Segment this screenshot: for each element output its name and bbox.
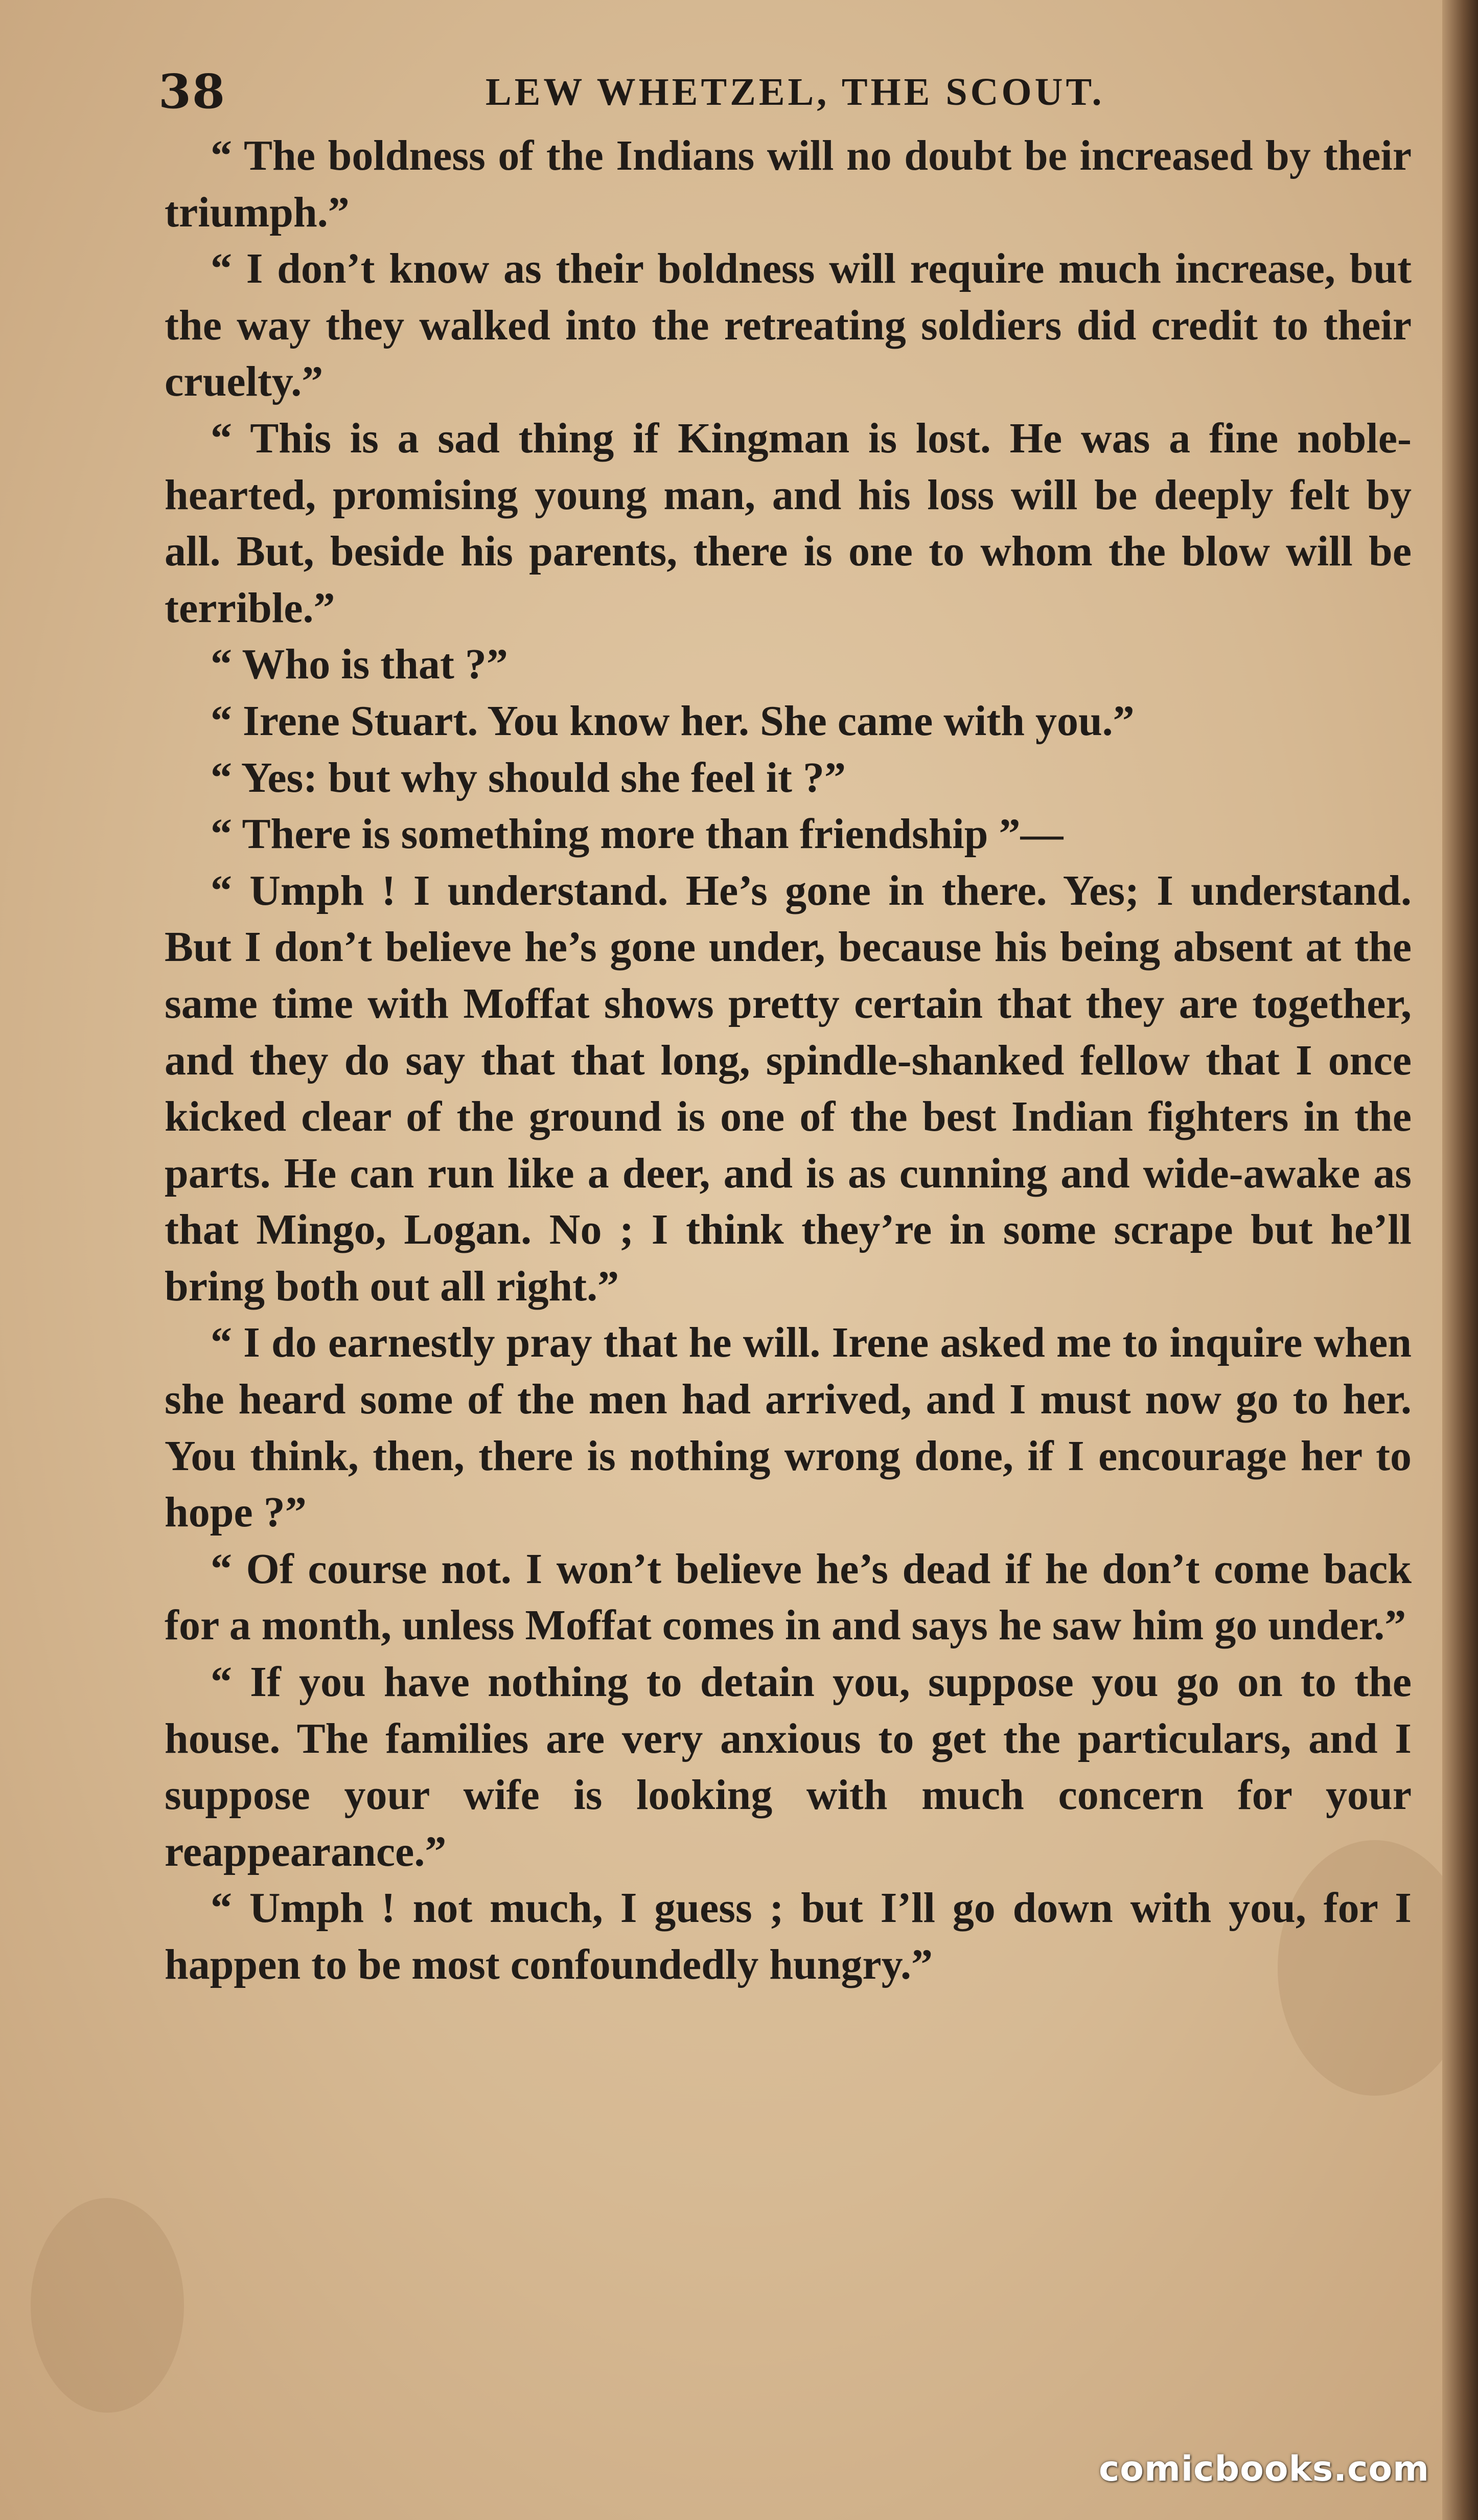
paper-stain (31, 2198, 184, 2413)
page-number: 38 (158, 64, 226, 119)
running-title: LEW WHETZEL, THE SCOUT. (486, 71, 1105, 113)
paragraph: “ Of course not. I won’t believe he’s dead if he don’t come back for a month, unless Moffat comes in and says he saw him go under.” (165, 1545, 1412, 1650)
watermark: comicbooks.com (1098, 2449, 1429, 2489)
paragraph: “ This is a sad thing if Kingman is lost. He was a fine noble-hearted, promising young man, and his loss will be deeply felt by all. But, beside his parents, there is one to whom the blow will be terrible.” (165, 414, 1412, 632)
page-header (158, 64, 1421, 130)
paragraph: “ There is something more than friendship ”— (211, 810, 1064, 858)
body-text (165, 128, 1412, 1994)
paragraph: “ If you have nothing to detain you, suppose you go on to the house. The families are very anxious to get the particulars, and I suppose your wife is looking with much concern for your reappearance.” (165, 1658, 1412, 1875)
paragraph: “ The boldness of the Indians will no doubt be increased by their triumph.” (165, 132, 1412, 236)
paragraph: “ Umph ! not much, I guess ; but I’ll go down with you, for I happen to be most confoundedly hungry.” (165, 1884, 1412, 1988)
book-spine-edge (1442, 0, 1478, 2520)
paragraph: “ I don’t know as their boldness will require much increase, but the way they walked into the retreating soldiers did credit to their cruelty.” (165, 245, 1412, 406)
paragraph: “ Yes: but why should she feel it ?” (211, 753, 846, 801)
paragraph: “ Irene Stuart. You know her. She came with you.” (211, 697, 1135, 745)
paragraph: “ Who is that ?” (211, 640, 508, 689)
paragraph: “ I do earnestly pray that he will. Irene asked me to inquire when she heard some of the men had arrived, and I must now go to her. You think, then, there is nothing wrong done, if I encourage her to hope ?” (165, 1319, 1412, 1537)
paragraph: “ Umph ! I understand. He’s gone in there. Yes; I understand. But I don’t believe he’s gone under, because his being absent at the same time with Moffat shows pretty certain that they are together, and they do say that that long, spindle-shanked fellow that I once kicked clear of the ground is one of the best Indian fighters in the parts. He can run like a deer, and is as cunning and wide-awake as that Mingo, Logan. No ; I think they’re in some scrape but he’ll bring both out all right.” (165, 866, 1412, 1310)
